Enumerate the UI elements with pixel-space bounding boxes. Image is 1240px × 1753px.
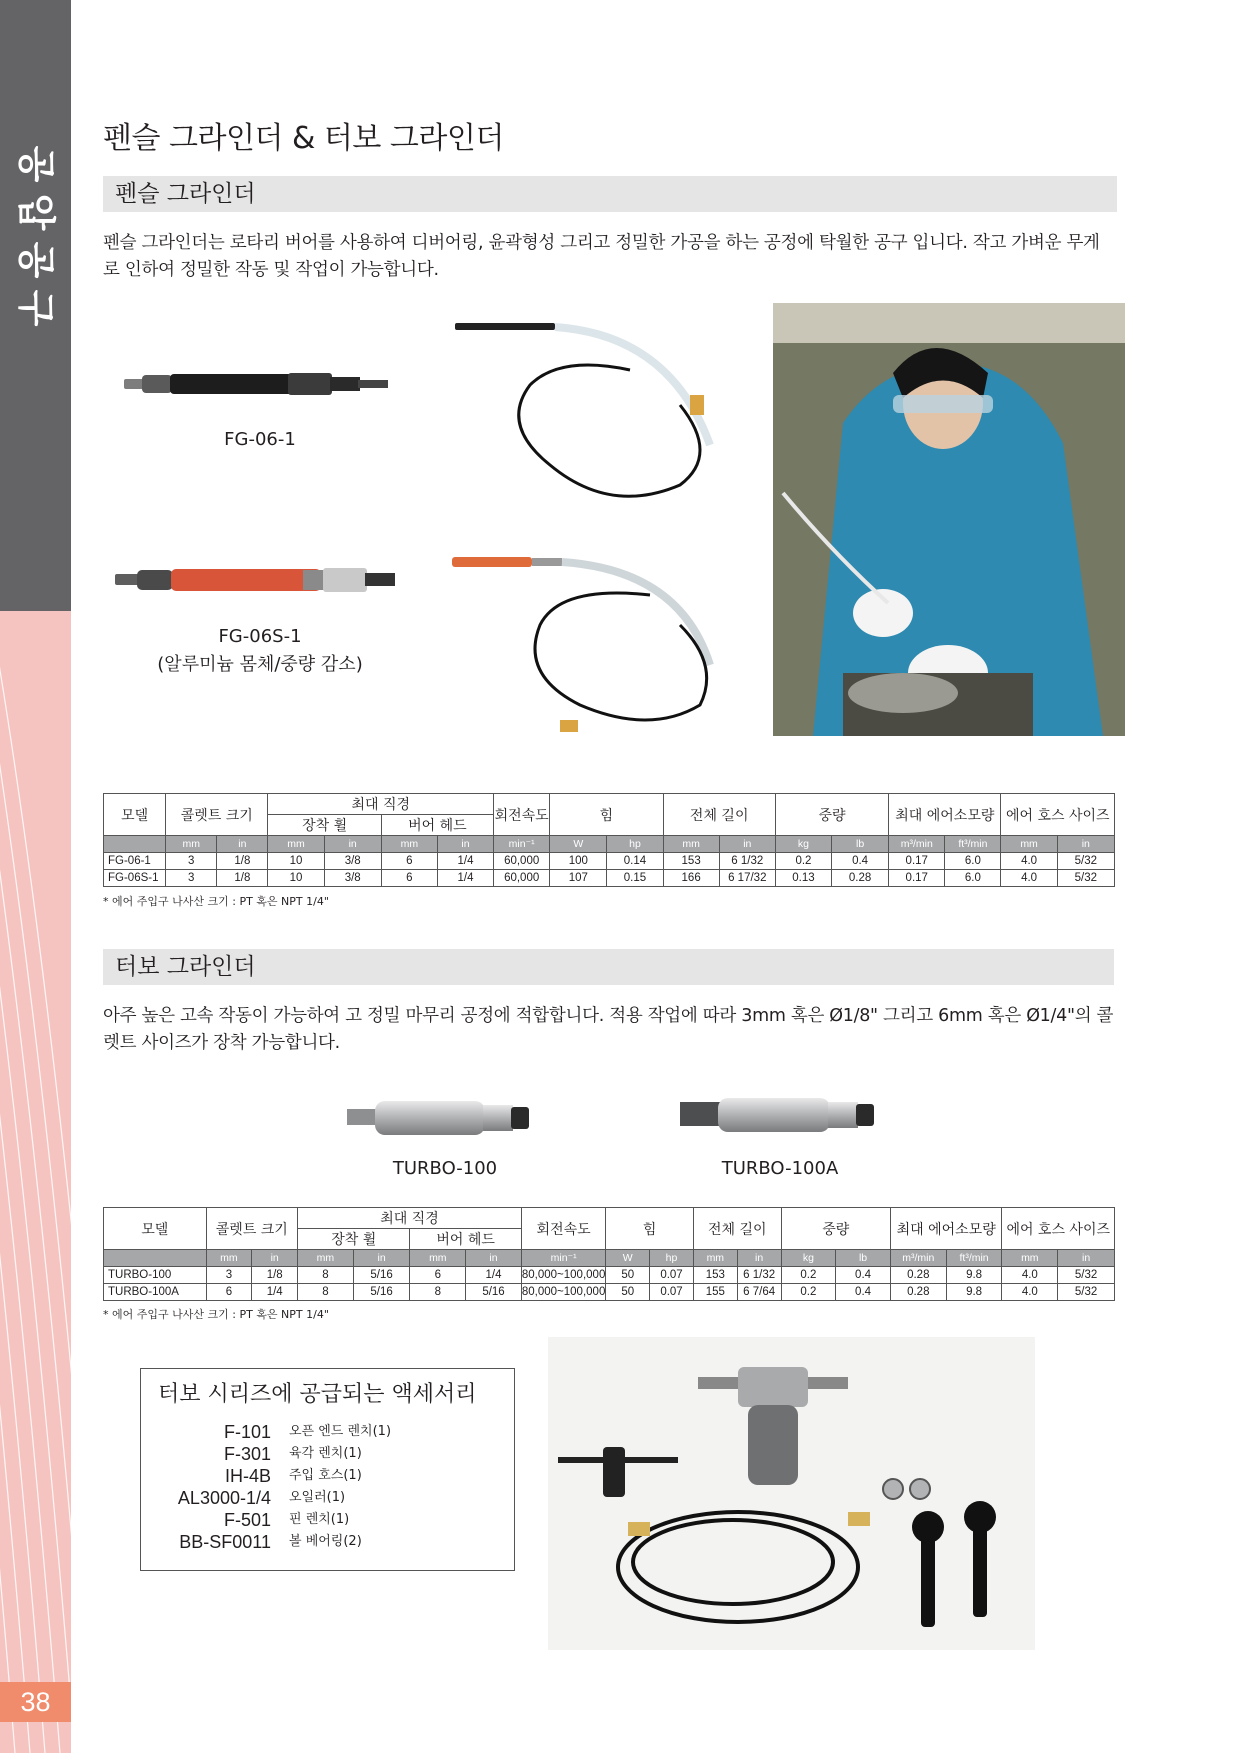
cell: 60,000 bbox=[494, 870, 550, 887]
unit-cell: in bbox=[1058, 1250, 1115, 1267]
cell: 8 bbox=[298, 1267, 354, 1284]
accessory-code: AL3000-1/4 bbox=[177, 1488, 271, 1508]
cell: 10 bbox=[268, 853, 324, 870]
side-label-char: 구 bbox=[14, 289, 58, 327]
cell-model: TURBO-100 bbox=[104, 1267, 207, 1284]
cell: 6 bbox=[206, 1284, 252, 1301]
cell: 6 bbox=[381, 870, 437, 887]
side-label-char: 공 bbox=[14, 241, 58, 279]
unit-cell: in bbox=[324, 836, 381, 853]
cell: 1/8 bbox=[217, 853, 268, 870]
col-power: 힘 bbox=[550, 794, 663, 836]
col-burr-head: 버어 헤드 bbox=[410, 1229, 521, 1250]
col-model: 모델 bbox=[104, 1208, 207, 1250]
cell: 153 bbox=[663, 853, 719, 870]
col-burr-head: 버어 헤드 bbox=[381, 815, 493, 836]
list-item bbox=[141, 1531, 516, 1553]
worker-photo bbox=[773, 303, 1125, 736]
list-item bbox=[141, 1465, 516, 1487]
unit-cell: lb bbox=[836, 1250, 891, 1267]
cell: 107 bbox=[550, 870, 607, 887]
cell: 5/32 bbox=[1057, 853, 1114, 870]
cell: 6.0 bbox=[945, 870, 1001, 887]
cell: 3 bbox=[206, 1267, 252, 1284]
cell: 1/4 bbox=[437, 870, 493, 887]
unit-cell: kg bbox=[775, 836, 831, 853]
col-air: 최대 에어소모량 bbox=[890, 1208, 1002, 1250]
cell: 50 bbox=[606, 1284, 650, 1301]
cell: 0.2 bbox=[781, 1284, 836, 1301]
cell: 50 bbox=[606, 1267, 650, 1284]
unit-cell: mm bbox=[298, 1250, 354, 1267]
col-mount-wheel: 장착 휠 bbox=[268, 815, 381, 836]
unit-cell: mm bbox=[663, 836, 719, 853]
cell: 5/32 bbox=[1058, 1284, 1115, 1301]
unit-cell: m³/min bbox=[889, 836, 945, 853]
accessory-name: 육각 렌치(1) bbox=[289, 1446, 362, 1461]
cell: 60,000 bbox=[494, 853, 550, 870]
col-length: 전체 길이 bbox=[693, 1208, 781, 1250]
cell: 3/8 bbox=[324, 853, 381, 870]
col-weight: 중량 bbox=[775, 794, 888, 836]
col-weight: 중량 bbox=[781, 1208, 890, 1250]
cell: 6 17/32 bbox=[719, 870, 775, 887]
cell: 3/8 bbox=[324, 870, 381, 887]
cell: 0.28 bbox=[890, 1284, 946, 1301]
col-length: 전체 길이 bbox=[663, 794, 775, 836]
unit-cell bbox=[104, 1250, 207, 1267]
cell: 1/8 bbox=[217, 870, 268, 887]
table-row bbox=[104, 1267, 1115, 1284]
col-speed: 회전속도 bbox=[494, 794, 550, 836]
accessory-code: BB-SF0011 bbox=[179, 1532, 271, 1552]
accessories-box bbox=[140, 1368, 515, 1571]
cell: 0.28 bbox=[832, 870, 889, 887]
cell: 8 bbox=[410, 1284, 466, 1301]
accessory-code: F-101 bbox=[223, 1422, 271, 1442]
unit-cell: in bbox=[217, 836, 268, 853]
cell: 1/8 bbox=[252, 1267, 298, 1284]
cell: 166 bbox=[663, 870, 719, 887]
accessory-code: F-301 bbox=[223, 1444, 271, 1464]
cell: 10 bbox=[268, 870, 324, 887]
side-category-label bbox=[8, 140, 64, 332]
col-air: 최대 에어소모량 bbox=[889, 794, 1001, 836]
unit-cell: W bbox=[550, 836, 607, 853]
cell: 6 bbox=[381, 853, 437, 870]
accessory-code: F-501 bbox=[223, 1510, 271, 1530]
cell-model: FG-06-1 bbox=[104, 853, 166, 870]
col-power: 힘 bbox=[606, 1208, 694, 1250]
cell: 1/4 bbox=[252, 1284, 298, 1301]
cell: 0.4 bbox=[836, 1284, 891, 1301]
cell: 5/32 bbox=[1058, 1267, 1115, 1284]
unit-cell: in bbox=[437, 836, 493, 853]
side-band-pink bbox=[0, 611, 71, 1753]
cell: 100 bbox=[550, 853, 607, 870]
section-title-turbo: 터보 그라인더 bbox=[103, 949, 1114, 985]
decorative-stripes bbox=[0, 611, 71, 1753]
col-hose: 에어 호스 사이즈 bbox=[1001, 794, 1115, 836]
cell: 0.15 bbox=[607, 870, 663, 887]
accessory-name: 주입 호스(1) bbox=[289, 1468, 362, 1483]
pencil-spec-table bbox=[103, 793, 1115, 887]
unit-cell: mm bbox=[206, 1250, 252, 1267]
cell: 155 bbox=[693, 1284, 737, 1301]
accessory-name: 오일러(1) bbox=[289, 1490, 346, 1505]
unit-cell: min⁻¹ bbox=[521, 1250, 605, 1267]
accessory-name: 오픈 엔드 렌치(1) bbox=[289, 1424, 392, 1439]
list-item bbox=[141, 1509, 516, 1531]
side-label-char: 압 bbox=[14, 193, 58, 231]
col-collet: 콜렛트 크기 bbox=[166, 794, 268, 836]
unit-cell: kg bbox=[781, 1250, 836, 1267]
cell: 3 bbox=[166, 853, 217, 870]
turbo-description: 아주 높은 고속 작동이 가능하여 고 정밀 마무리 공정에 적합합니다. 적용 작업에 따라 3mm 혹은 Ø1/8" 그리고 6mm 혹은 Ø1/4"의 콜렛트 사이즈가 장착 가능합니다. bbox=[103, 1006, 1114, 1053]
side-label-char: 공 bbox=[14, 145, 58, 183]
cell: 80,000~100,000 bbox=[521, 1267, 605, 1284]
cell: 6 1/32 bbox=[737, 1267, 781, 1284]
turbo-spec-table bbox=[103, 1207, 1115, 1301]
unit-cell: in bbox=[737, 1250, 781, 1267]
col-model: 모델 bbox=[104, 794, 166, 836]
fg-06s-1-subcaption: (알루미늄 몸체/중량 감소) bbox=[157, 654, 363, 675]
turbo-100a-caption: TURBO-100A bbox=[721, 1158, 839, 1179]
cell: 5/32 bbox=[1057, 870, 1114, 887]
cell: 4.0 bbox=[1001, 870, 1057, 887]
cell: 8 bbox=[298, 1284, 354, 1301]
cell: 0.2 bbox=[781, 1267, 836, 1284]
unit-cell: m³/min bbox=[890, 1250, 946, 1267]
fg-06-1-image bbox=[120, 365, 400, 405]
page-title: 펜슬 그라인더 & 터보 그라인더 bbox=[103, 121, 504, 156]
unit-cell: mm bbox=[1001, 836, 1057, 853]
cell: 9.8 bbox=[946, 1284, 1002, 1301]
unit-cell: in bbox=[252, 1250, 298, 1267]
list-item bbox=[141, 1443, 516, 1465]
cell: 1/4 bbox=[437, 853, 493, 870]
cell: 0.07 bbox=[650, 1267, 694, 1284]
pencil-note: * 에어 주입구 나사산 크기 : PT 혹은 NPT 1/4" bbox=[103, 895, 329, 908]
turbo-100a-image bbox=[678, 1092, 878, 1138]
cell: 0.2 bbox=[775, 853, 831, 870]
cell: 0.17 bbox=[889, 853, 945, 870]
cell: 4.0 bbox=[1001, 853, 1057, 870]
cell: 3 bbox=[166, 870, 217, 887]
accessories-title: 터보 시리즈에 공급되는 액세서리 bbox=[158, 1382, 477, 1407]
fg-06s-1-image bbox=[113, 560, 403, 600]
col-max-diameter: 최대 직경 bbox=[268, 794, 494, 815]
unit-cell: min⁻¹ bbox=[494, 836, 550, 853]
col-speed: 회전속도 bbox=[521, 1208, 605, 1250]
pencil-description: 펜슬 그라인더는 로타리 버어를 사용하여 디버어링, 윤곽형성 그리고 정밀한 가공을 하는 공정에 탁월한 공구 입니다. 작고 가벼운 무게로 인하여 정밀한 작동 및 작업이 가능합니다. bbox=[103, 233, 1100, 280]
cell: 0.13 bbox=[775, 870, 831, 887]
page-number: 38 bbox=[0, 1682, 71, 1722]
col-hose: 에어 호스 사이즈 bbox=[1002, 1208, 1115, 1250]
cell: 0.17 bbox=[889, 870, 945, 887]
cell: 0.14 bbox=[607, 853, 663, 870]
cell: 4.0 bbox=[1002, 1267, 1058, 1284]
unit-cell: hp bbox=[650, 1250, 694, 1267]
cell: 0.4 bbox=[832, 853, 889, 870]
turbo-100-caption: TURBO-100 bbox=[392, 1158, 498, 1179]
cell: 0.28 bbox=[890, 1267, 946, 1284]
col-max-diameter: 최대 직경 bbox=[298, 1208, 522, 1229]
unit-cell: ft³/min bbox=[946, 1250, 1002, 1267]
accessories-photo bbox=[548, 1337, 1035, 1650]
unit-cell: in bbox=[1057, 836, 1114, 853]
unit-cell: mm bbox=[410, 1250, 466, 1267]
cell: 0.4 bbox=[836, 1267, 891, 1284]
unit-cell: mm bbox=[693, 1250, 737, 1267]
table-row bbox=[104, 853, 1115, 870]
cell: 5/16 bbox=[353, 1267, 410, 1284]
cell: 0.07 bbox=[650, 1284, 694, 1301]
unit-cell: ft³/min bbox=[945, 836, 1001, 853]
unit-cell: mm bbox=[1002, 1250, 1058, 1267]
turbo-100-image bbox=[345, 1095, 535, 1141]
cell: 4.0 bbox=[1002, 1284, 1058, 1301]
col-collet: 콜렛트 크기 bbox=[206, 1208, 298, 1250]
pencil-grinder-hose-image bbox=[450, 315, 730, 545]
cell: 6 7/64 bbox=[737, 1284, 781, 1301]
fg-06-1-caption: FG-06-1 bbox=[224, 429, 296, 450]
unit-cell: mm bbox=[166, 836, 217, 853]
cell-model: TURBO-100A bbox=[104, 1284, 207, 1301]
list-item bbox=[141, 1421, 516, 1443]
unit-cell: in bbox=[466, 1250, 522, 1267]
unit-cell bbox=[104, 836, 166, 853]
section-title-pencil: 펜슬 그라인더 bbox=[103, 176, 1117, 212]
cell: 9.8 bbox=[946, 1267, 1002, 1284]
cell: 5/16 bbox=[466, 1284, 522, 1301]
cell: 6 1/32 bbox=[719, 853, 775, 870]
cell: 1/4 bbox=[466, 1267, 522, 1284]
unit-cell: mm bbox=[268, 836, 324, 853]
cell: 6 bbox=[410, 1267, 466, 1284]
cell-model: FG-06S-1 bbox=[104, 870, 166, 887]
turbo-note: * 에어 주입구 나사산 크기 : PT 혹은 NPT 1/4" bbox=[103, 1308, 329, 1321]
unit-cell: W bbox=[606, 1250, 650, 1267]
accessory-name: 볼 베어링(2) bbox=[289, 1534, 362, 1549]
unit-cell: in bbox=[353, 1250, 410, 1267]
orange-grinder-hose-image bbox=[450, 545, 730, 745]
table-row bbox=[104, 1284, 1115, 1301]
col-mount-wheel: 장착 휠 bbox=[298, 1229, 410, 1250]
accessory-name: 핀 렌치(1) bbox=[289, 1512, 350, 1527]
table-row bbox=[104, 870, 1115, 887]
cell: 153 bbox=[693, 1267, 737, 1284]
unit-cell: in bbox=[719, 836, 775, 853]
cell: 80,000~100,000 bbox=[521, 1284, 605, 1301]
unit-cell: lb bbox=[832, 836, 889, 853]
cell: 6.0 bbox=[945, 853, 1001, 870]
accessory-code: IH-4B bbox=[224, 1466, 271, 1486]
unit-cell: mm bbox=[381, 836, 437, 853]
cell: 5/16 bbox=[353, 1284, 410, 1301]
fg-06s-1-caption: FG-06S-1 bbox=[218, 626, 302, 647]
list-item bbox=[141, 1487, 516, 1509]
unit-cell: hp bbox=[607, 836, 663, 853]
